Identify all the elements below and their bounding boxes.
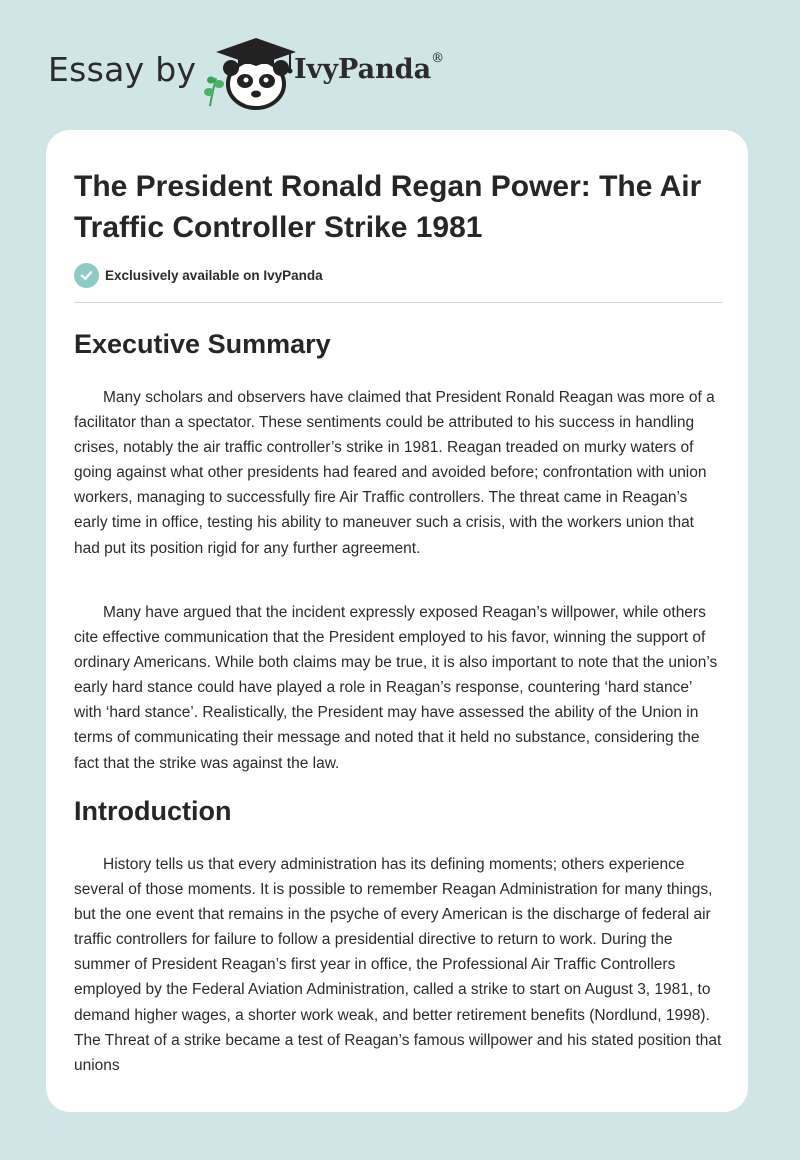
section-heading: Introduction (74, 796, 232, 826)
exclusive-badge (74, 263, 323, 288)
essay-by-label: Essay by (48, 50, 197, 89)
paragraph: Many scholars and observers have claimed that President Ronald Reagan was more of a facilitator than a spectator. These sentiments could be attributed to his success in handling crises, notably the air traffic controller’s strike in 1981. Reagan treaded on murky waters of going against what other presidents had feared and avoided before; confrontation with union workers, managing to successfully fire Air Traffic controllers. The threat came in Reagan’s early time in office, testing his ability to maneuver such a crisis, with the workers union that had put its position rigid for any further agreement. (74, 389, 715, 557)
site-header (0, 0, 800, 120)
checkmark-icon (74, 263, 99, 288)
paragraph: Many have argued that the incident expressly exposed Reagan’s willpower, while others cite effective communication that the President employed to his favor, winning the support of ordinary Americans. While both claims may be true, it is also important to note that the union’s early hard stance could have played a role in Reagan’s response, countering ‘hard stance’ with ‘hard stance’. Realistically, the President may have assessed the ability of the Union in terms of communicating their message and noted that it held no substance, considering the fact that the strike was against the law. (74, 604, 718, 772)
essay-title: The President Ronald Regan Power: The Air Traffic Controller Strike 1981 (74, 170, 702, 244)
paragraph: History tells us that every administration has its defining moments; others experience several of those moments. It is possible to remember Reagan Administration for many things, but the one event that remains in the psyche of every American is the discharge of federal air traffic controllers for failure to follow a presidential directive to return to work. During the summer of President Reagan’s first year in office, the Professional Air Traffic Controllers employed by the Federal Aviation Administration, called a strike to start on August 3, 1981, to demand higher wages, a shorter work weak, and better retirement benefits (Nordlund, 1998). The Threat of a strike became a test of Reagan’s famous willpower and his stated position that unions (74, 856, 722, 1074)
divider (74, 302, 722, 303)
exclusive-label: Exclusively available on IvyPanda (105, 268, 323, 283)
registered-mark: ® (431, 51, 445, 66)
brand-name[interactable]: IvyPanda® (294, 51, 445, 85)
panda-graduation-cap-logo-icon[interactable] (200, 34, 300, 110)
essay-card (46, 130, 748, 1112)
section-heading: Executive Summary (74, 329, 331, 359)
